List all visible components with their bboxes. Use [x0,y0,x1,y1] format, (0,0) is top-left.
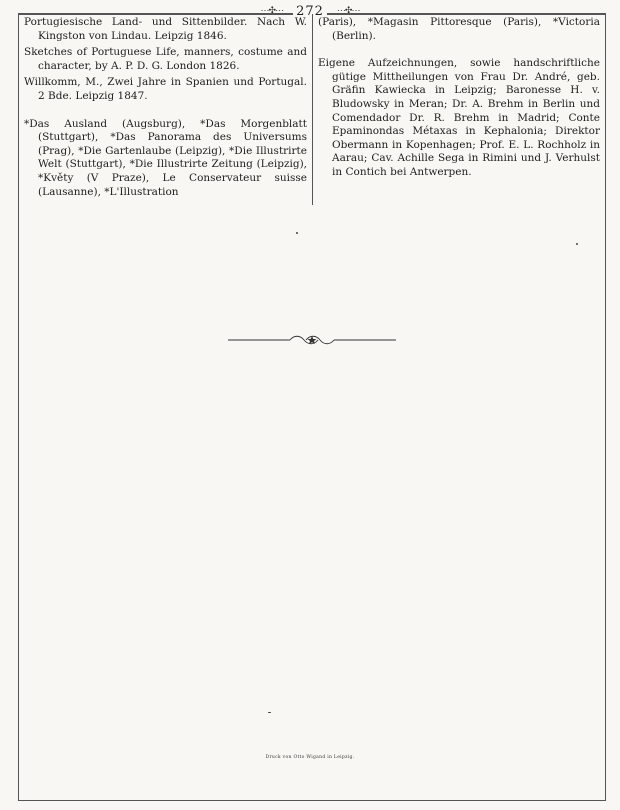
printer-imprint: Druck von Otto Wigand in Leipzig. [265,755,355,760]
sources-paragraph: Eigene Aufzeichnungen, sowie handschriftliche gütige Mittheilungen von Frau Dr. André, geb. Gräfin Kawiecka in Leipzig; Baronesse H. v. Bludowsky in Meran; Dr. A. Brehm in Berlin und Comendador Dr. R. Brehm in Madrid; Conte Epaminondas Métaxas in Kephalonia; Direktor Obermann in Kopenhagen; Prof. E. L. Rochholz in Aarau; Cav. Achille Sega in Rimini und J. Verhulst in Contich bei Antwerpen. [318,57,600,178]
periodicals-list-continuation: (Paris), *Magasin Pittoresque (Paris), *Victoria (Berlin). [318,16,600,42]
ornamental-divider [228,334,396,346]
right-column [318,16,600,183]
periodicals-list: *Das Ausland (Augsburg), *Das Morgenblatt (Stuttgart), *Das Panorama des Universums (Prag), *Die Gartenlaube (Leipzig), *Die Illustrirte Welt (Stuttgart), *Die Illustrirte Zeitung (Leipzig), *Květy (V Praze), Le Conservateur suisse (Lausanne), *L'Illustration [24,117,307,198]
header-ornament-right: ⋯✣⋯ [336,6,360,16]
bibliography-entry-willkomm: Willkomm, M., Zwei Jahre in Spanien und Portugal. 2 Bde. Leipzig 1847. [24,76,307,102]
paper-speck [268,712,271,713]
bibliography-entry-sketches: Sketches of Portuguese Life, manners, costume and character, by A. P. D. G. London 1826. [24,46,307,72]
paper-speck [296,232,298,234]
paper-speck [576,243,578,245]
page-number: 272 [293,4,327,19]
column-divider [312,14,313,205]
left-column [24,16,307,202]
bibliography-entry-kingston: Portugiesische Land- und Sittenbilder. Nach W. Kingston von Lindau. Leipzig 1846. [24,16,307,42]
header-ornament-left: ⋯✣⋯ [260,6,284,16]
